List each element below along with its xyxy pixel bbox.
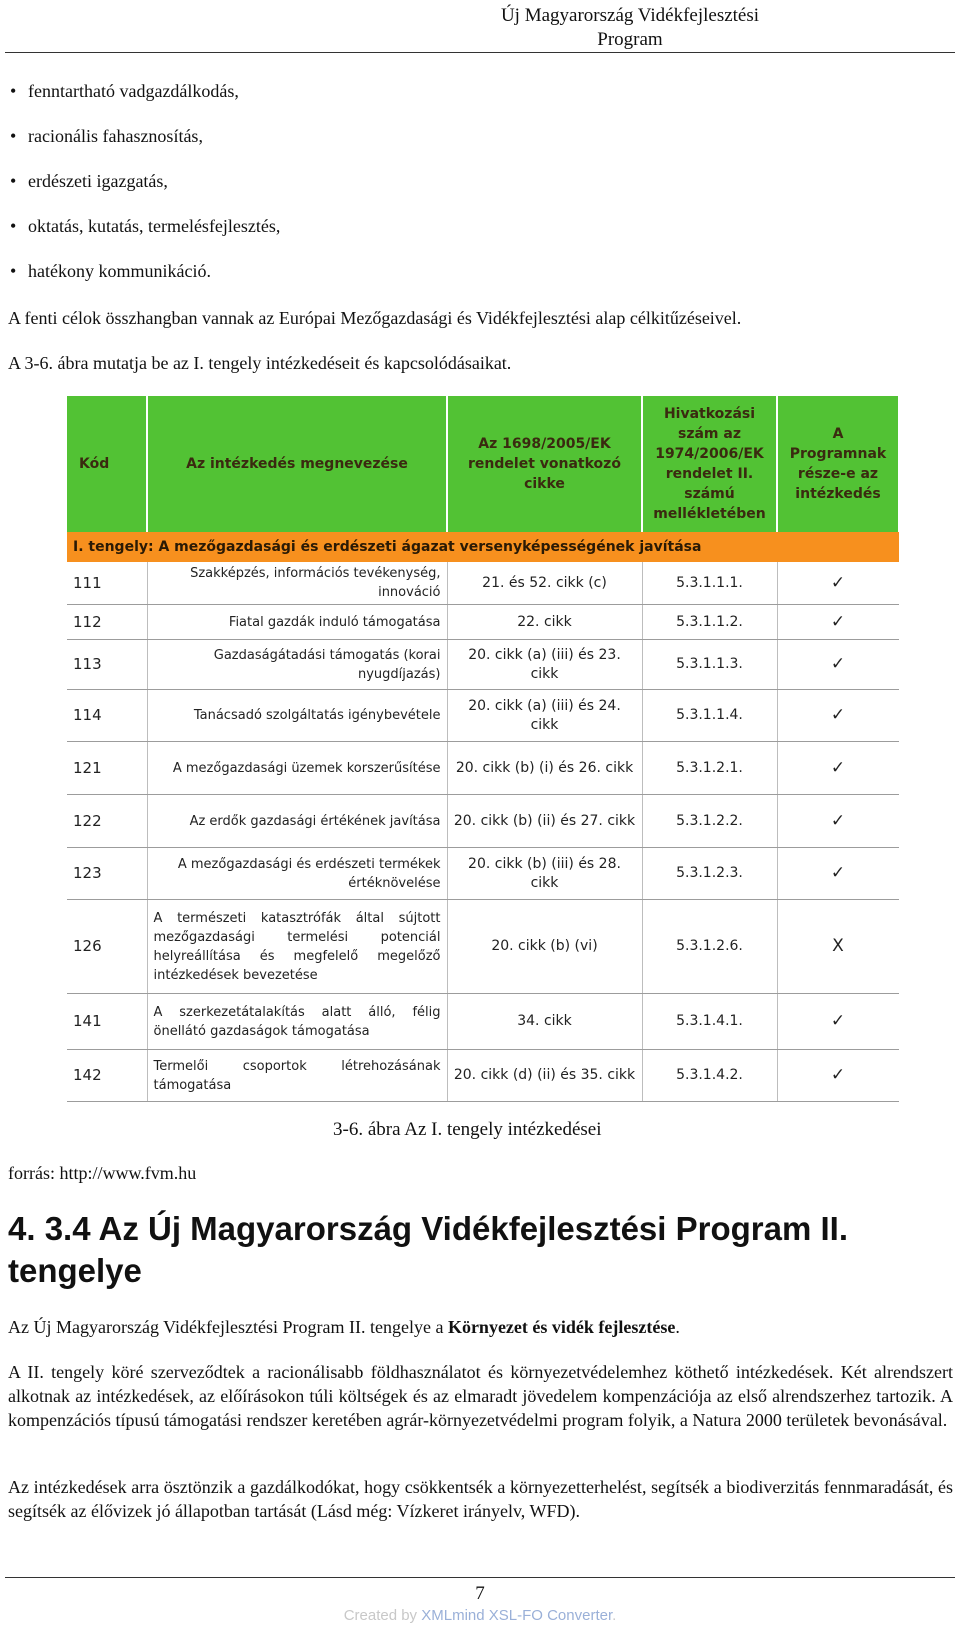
list-item: • racionális fahasznosítás, xyxy=(10,123,280,168)
measures-figure xyxy=(67,396,899,1116)
check-icon: ✓ xyxy=(777,640,899,690)
check-icon: ✓ xyxy=(777,605,899,640)
running-header xyxy=(0,4,960,52)
check-icon: ✓ xyxy=(777,1050,899,1102)
running-header-line1: Új Magyarország Vidékfejlesztési xyxy=(500,5,760,26)
bullet-icon: • xyxy=(10,126,17,146)
section-heading: 4. 3.4 Az Új Magyarország Vidékfejlesztési Program II. tengelye xyxy=(8,1210,849,1289)
list-item: • oktatás, kutatás, termelésfejlesztés, xyxy=(10,213,280,258)
list-item: • fenntartható vadgazdálkodás, xyxy=(10,78,280,123)
bullet-icon: • xyxy=(10,261,17,281)
bullet-icon: • xyxy=(10,81,17,101)
section-paragraph-1: Az Új Magyarország Vidékfejlesztési Program II. tengelye a Környezet és vidék fejlesztése. xyxy=(8,1317,680,1337)
table-row: 113 Gazdaságátadási támogatás (korai nyugdíjazás) 20. cikk (a) (iii) és 23. cikk 5.3.1.1.3. ✓ xyxy=(67,640,899,690)
table-row: 112 Fiatal gazdák induló támogatása 22. cikk 5.3.1.1.2. ✓ xyxy=(67,605,899,640)
table-row: 122 Az erdők gazdasági értékének javítása 20. cikk (b) (ii) és 27. cikk 5.3.1.2.2. ✓ xyxy=(67,795,899,848)
check-icon: ✓ xyxy=(777,742,899,795)
converter-brand: XMLmind XSL-FO Converter xyxy=(421,1607,613,1624)
col-header-article: Az 1698/2005/EK rendelet vonatkozó cikke xyxy=(447,396,642,532)
col-header-code: Kód xyxy=(67,396,147,532)
table-row: 126 A természeti katasztrófák által sújtott mezőgazdasági termelési potenciál helyreállítása és megfelelő megelőző intézkedések bevezetése 20. cikk (b) (vi) 5.3.1.2.6. X xyxy=(67,900,899,994)
intro-paragraph-2: A 3-6. ábra mutatja be az I. tengely intézkedéseit és kapcsolódásaikat. xyxy=(8,353,512,373)
table-row: 121 A mezőgazdasági üzemek korszerűsítése 20. cikk (b) (i) és 26. cikk 5.3.1.2.1. ✓ xyxy=(67,742,899,795)
header-rule xyxy=(5,52,955,53)
goal-list xyxy=(10,78,280,303)
section-paragraph-3: Az intézkedések arra ösztönzik a gazdálkodókat, hogy csökkentsék a környezetterhelést, segítsék a biodiverzitás fennmaradását, és segítsék az élővizek jó állapotban tartását (Lásd még: Vízkeret irányelv, WFD). xyxy=(8,1477,953,1521)
check-icon: ✓ xyxy=(777,795,899,848)
col-header-included: A Programnak része-e az intézkedés xyxy=(777,396,899,532)
check-icon: ✓ xyxy=(777,848,899,900)
measures-table xyxy=(67,396,899,1102)
col-header-name: Az intézkedés megnevezése xyxy=(147,396,447,532)
running-header-line2: Program xyxy=(597,29,663,50)
list-item: • erdészeti igazgatás, xyxy=(10,168,280,213)
page-number: 7 xyxy=(475,1583,485,1604)
table-row: 114 Tanácsadó szolgáltatás igénybevétele 20. cikk (a) (iii) és 24. cikk 5.3.1.1.4. ✓ xyxy=(67,690,899,742)
cross-icon: X xyxy=(777,900,899,994)
converter-credit: Created by XMLmind XSL-FO Converter. xyxy=(343,1607,617,1624)
check-icon: ✓ xyxy=(777,690,899,742)
intro-paragraph-1: A fenti célok összhangban vannak az Európai Mezőgazdasági és Vidékfejlesztési alap célkitűzéseivel. xyxy=(8,308,742,328)
list-item: • hatékony kommunikáció. xyxy=(10,258,280,303)
bullet-icon: • xyxy=(10,216,17,236)
table-row: 123 A mezőgazdasági és erdészeti termékek értéknövelése 20. cikk (b) (iii) és 28. cikk 5.3.1.2.3. ✓ xyxy=(67,848,899,900)
axis-title-row: I. tengely: A mezőgazdasági és erdészeti ágazat versenyképességének javítása xyxy=(67,532,899,562)
table-row: 111 Szakképzés, információs tevékenység, innováció 21. és 52. cikk (c) 5.3.1.1.1. ✓ xyxy=(67,562,899,605)
section-paragraph-2: A II. tengely köré szerveződtek a racionálisabb földhasználatot és környezetvédelemhez köthető intézkedések. Két alrendszert alkotnak az intézkedések, az előírásokon túli költségek és az elmaradt jövedelem kompenzációja az első alrendszerhez tartozik. A kompenzációs típusú támogatási rendszer keretében agrár-környezetvédelmi program folyik, a Natura 2000 területek bevonásával. xyxy=(8,1362,953,1430)
footer-rule xyxy=(5,1577,955,1578)
table-row: 141 A szerkezetátalakítás alatt álló, félig önellátó gazdaságok támogatása 34. cikk 5.3.1.4.1. ✓ xyxy=(67,994,899,1050)
table-row: 142 Termelői csoportok létrehozásának támogatása 20. cikk (d) (ii) és 35. cikk 5.3.1.4.2. ✓ xyxy=(67,1050,899,1102)
col-header-reference: Hivatkozási szám az 1974/2006/EK rendelet II. számú mellékletében xyxy=(642,396,777,532)
bullet-icon: • xyxy=(10,171,17,191)
check-icon: ✓ xyxy=(777,562,899,605)
check-icon: ✓ xyxy=(777,994,899,1050)
figure-source: forrás: http://www.fvm.hu xyxy=(8,1163,197,1183)
figure-caption: 3-6. ábra Az I. tengely intézkedései xyxy=(333,1119,602,1140)
